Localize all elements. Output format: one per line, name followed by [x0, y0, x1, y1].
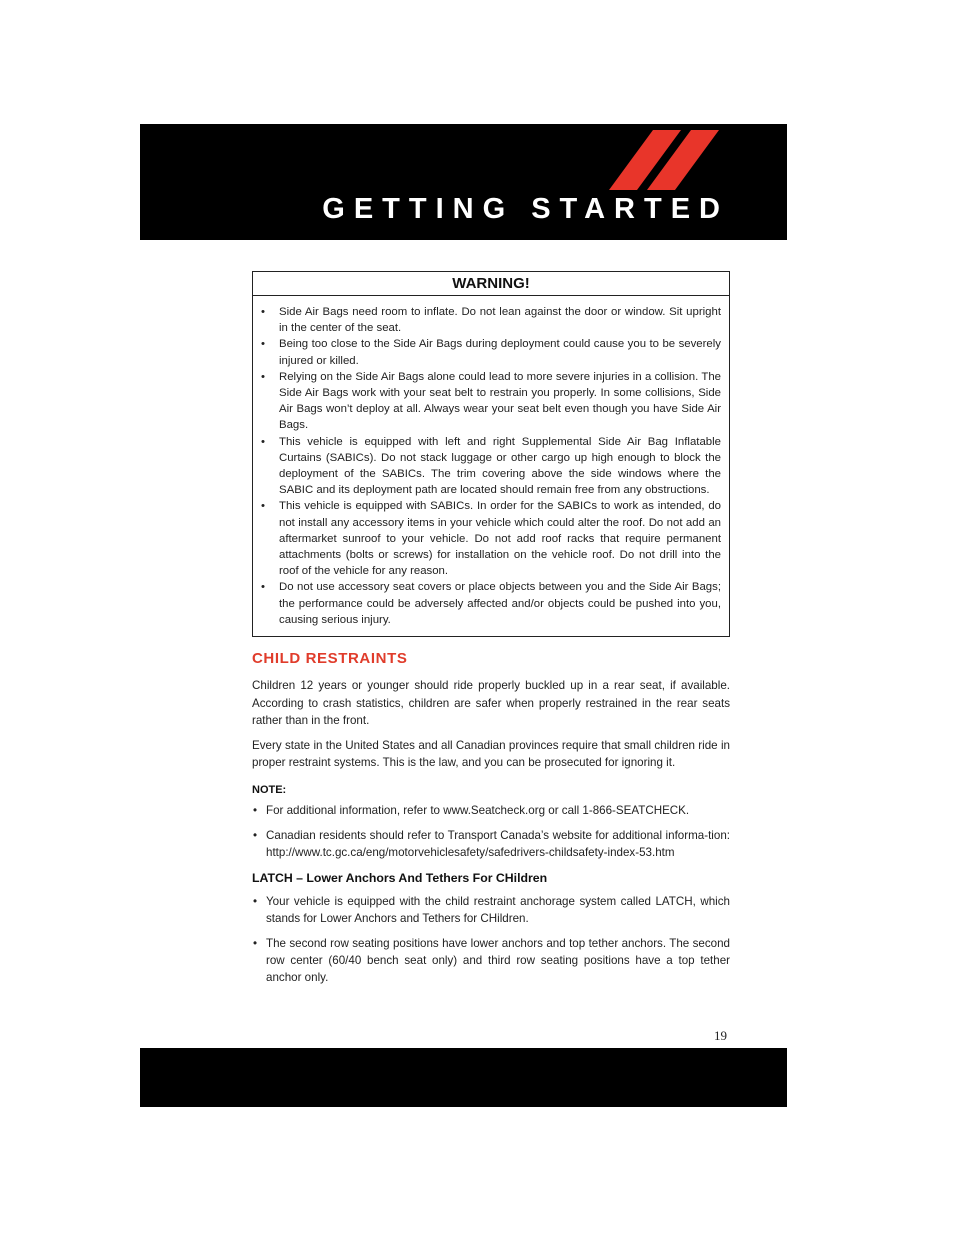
body-paragraph: Every state in the United States and all Canadian provinces require that small children ride in proper restraint systems. This is the law, and you can be prosecuted for ignoring it. — [252, 738, 730, 770]
latch-heading: LATCH – Lower Anchors And Tethers For CHildren — [252, 871, 548, 886]
warning-item: • This vehicle is equipped with SABICs. In order for the SABICs to work as intended, do not install any accessory items in your vehicle which could alter the roof. Do not add an aftermarket sunroof to your vehicle. Do not add roof racks that require permanent attachments (bolts or screws) for installation on the vehicle roof. Do not drill into the roof of the vehicle for any reason. — [279, 498, 721, 579]
warning-item: • Being too close to the Side Air Bags during deployment could cause you to be severely injured or killed. — [279, 336, 721, 368]
note-list — [252, 802, 730, 861]
footer-band — [140, 1048, 787, 1107]
warning-title: WARNING! — [253, 272, 729, 296]
warning-list — [253, 296, 729, 636]
note-item: • For additional information, refer to www.Seatcheck.org or call 1-866-SEATCHECK. — [266, 802, 730, 819]
warning-item: • Relying on the Side Air Bags alone could lead to more severe injuries in a collision. The Side Air Bags work with your seat belt to restrain you properly. In some collisions, Side Air Bags won’t deploy at all. Always wear your seat belt even though you have Side Air Bags. — [279, 369, 721, 434]
warning-item: • Do not use accessory seat covers or place objects between you and the Side Air Bags; the performance could be adversely affected and/or objects could be pushed into you, causing serious injury. — [279, 579, 721, 628]
body-paragraph: Children 12 years or younger should ride properly buckled up in a rear seat, if available. According to crash statistics, children are safer when properly restrained in the rear seats rather than in the front. — [252, 679, 730, 728]
header-band — [140, 124, 787, 240]
note-item: • Canadian residents should refer to Transport Canada’s website for additional informa-tion: http://www.tc.gc.ca/eng/motorvehiclesafety/safedrivers-childsafety-index-53.htm — [266, 827, 730, 861]
page-section-title: GETTING STARTED — [322, 193, 729, 225]
brand-stripes-icon — [609, 130, 719, 190]
latch-item: • The second row seating positions have lower anchors and top tether anchors. The second row center (60/40 bench seat only) and third row seating positions have a top tether anchor only. — [266, 935, 730, 986]
page-content — [252, 271, 730, 994]
latch-list — [252, 893, 730, 986]
warning-item: • This vehicle is equipped with left and right Supplemental Side Air Bag Inflatable Curtains (SABICs). Do not stack luggage or other cargo up high enough to block the deployment of the SABICs. The trim covering above the side windows where the SABIC and its deployment path are located should remain free from any obstructions. — [279, 434, 721, 499]
note-label: NOTE: — [252, 784, 287, 797]
warning-item: • Side Air Bags need room to inflate. Do not lean against the door or window. Sit upright in the center of the seat. — [279, 304, 721, 336]
warning-box — [252, 271, 730, 637]
child-restraints-heading: CHILD RESTRAINTS — [252, 650, 408, 668]
latch-item: • Your vehicle is equipped with the child restraint anchorage system called LATCH, which stands for Lower Anchors and Tethers for CHildren. — [266, 893, 730, 927]
page-number: 19 — [714, 1028, 727, 1043]
